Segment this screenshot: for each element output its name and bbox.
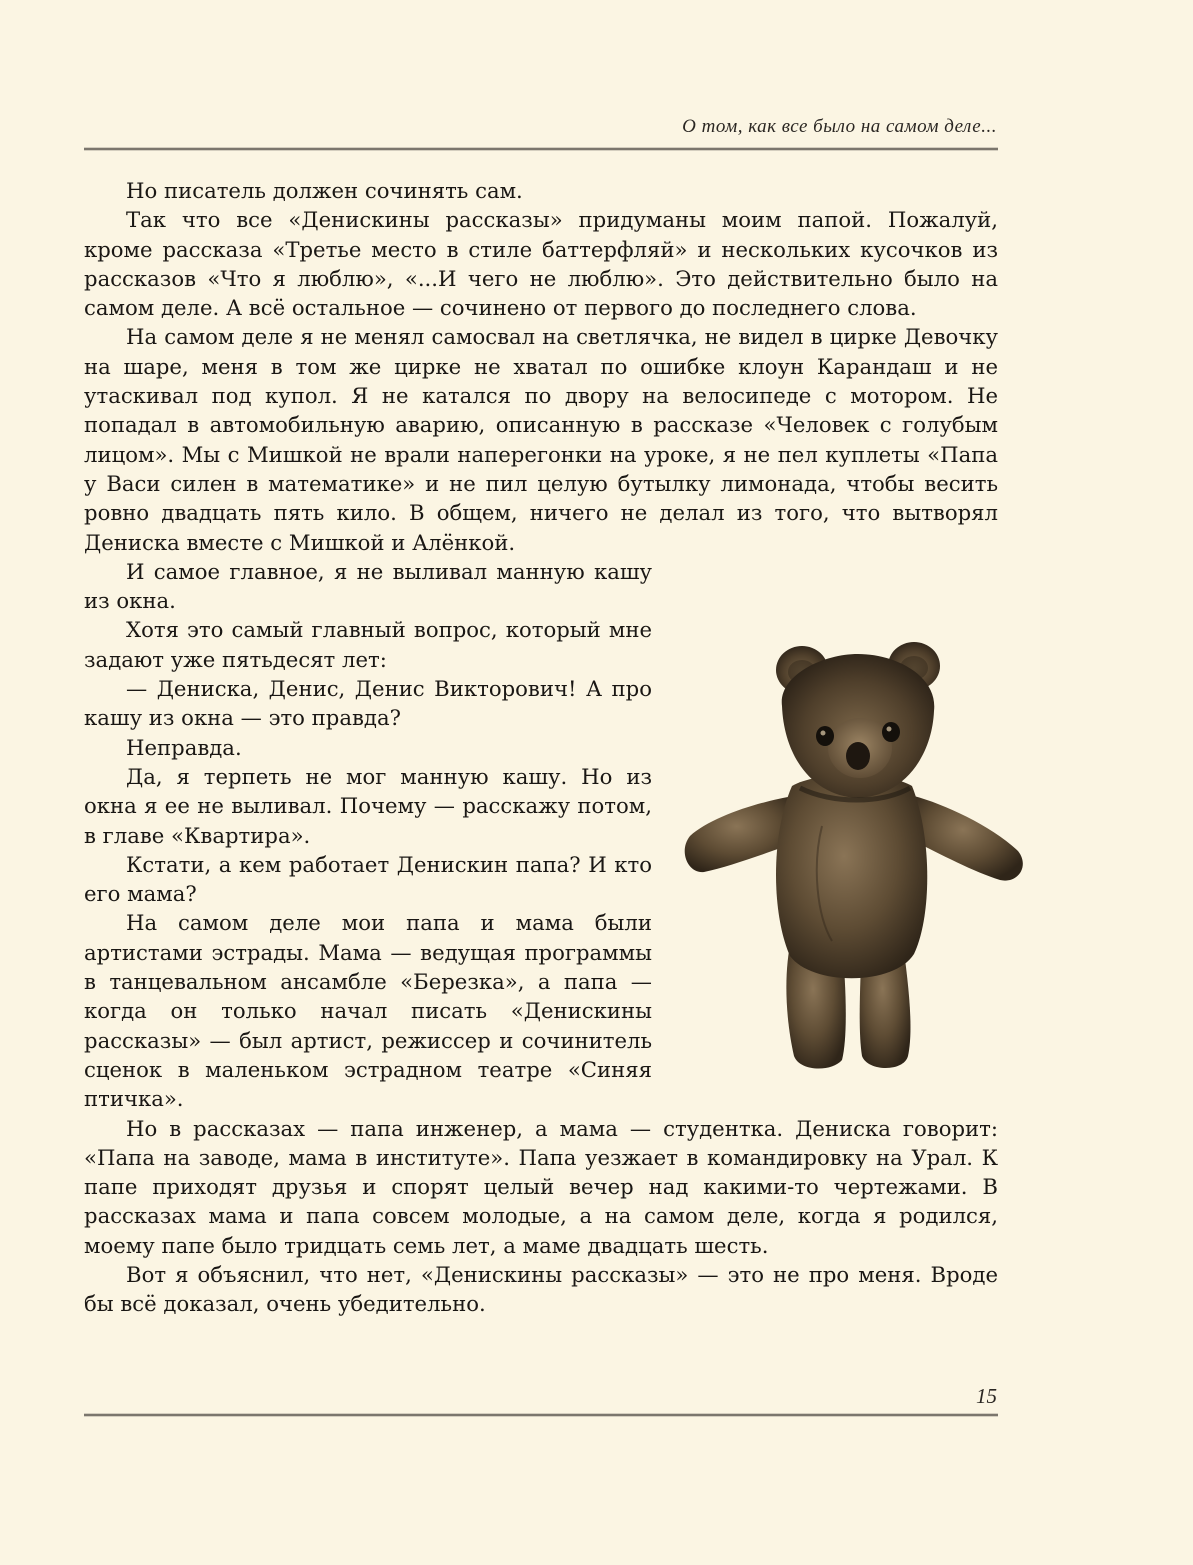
paragraph: На самом деле мои папа и мама были артистами эстрады. Мама — ведущая программы в танцевальном ансамбле «Березка», а папа — когда он только начал писать «Денискины рассказы» — был артист, режиссер и сочинитель сценок в маленьком эстрадном театре «Синяя птичка».	[84, 910, 652, 1112]
paragraph: Кстати, а кем работает Денискин папа? И кто его мама?	[84, 851, 652, 907]
paragraphs-beside-illustration	[84, 557, 652, 1114]
footer-rule	[84, 1412, 998, 1418]
paragraph: На самом деле я не менял самосвал на светлячка, не видел в цирке Девочку на шаре, меня в том же цирке не хватал по ошибке клоун Карандаш и не утаскивал под купол. Я не катался по двору на велосипеде с мотором. Не попадал в автомобильную аварию, описанную в рассказе «Человек с голубым лицом». Мы с Мишкой не врали наперегонки на уроке, я не пел куплеты «Папа у Васи силен в математике» и не пил целую бутылку лимонада, чтобы весить ровно двадцать пять кило. В общем, ничего не делал из того, что вытворял Дениска вместе с Мишкой и Алёнкой.	[84, 324, 998, 555]
paragraph: Вот я объяснил, что нет, «Денискины рассказы» — это не про меня. Вроде бы всё доказал, очень убедительно.	[84, 1261, 998, 1317]
paragraph: Хотя это самый главный вопрос, который мне задают уже пятьдесят лет:	[84, 617, 652, 672]
paragraphs-top	[84, 176, 998, 557]
paragraph: Но в рассказах — папа инженер, а мама — студентка. Дениска говорит: «Папа на заводе, мама в институте». Папа уезжает в командировку на Урал. К папе приходят друзья и спорят целый вечер над какими-то чертежами. В рассказах мама и папа совсем молодые, а на самом деле, когда я родился, моему папе было тридцать семь лет, а маме двадцать шесть.	[84, 1115, 998, 1258]
running-header: О том, как все было на самом деле...	[682, 116, 997, 137]
page-number: 15	[976, 1384, 997, 1408]
teddy-bear-illustration	[682, 636, 1028, 1084]
paragraph: И самое главное, я не выливал манную кашу из окна.	[84, 558, 652, 614]
paragraph: Да, я терпеть не мог манную кашу. Но из окна я ее не выливал. Почему — расскажу потом, в главе «Квартира».	[84, 763, 652, 848]
header-rule	[84, 146, 998, 152]
paragraph: Так что все «Денискины рассказы» придуманы моим папой. Пожалуй, кроме рассказа «Третье место в стиле баттерфляй» и нескольких кусочков из рассказов «Что я люблю», «...И чего не люблю». Это действительно было на самом деле. А всё остальное — сочинено от первого до последнего слова.	[84, 207, 998, 321]
paragraph: — Дениска, Денис, Денис Викторович! А про кашу из окна — это правда?	[84, 676, 652, 731]
paragraph: Неправда.	[126, 734, 242, 760]
paragraphs-bottom	[84, 1114, 998, 1319]
paragraph: Но писатель должен сочинять сам.	[126, 178, 523, 203]
